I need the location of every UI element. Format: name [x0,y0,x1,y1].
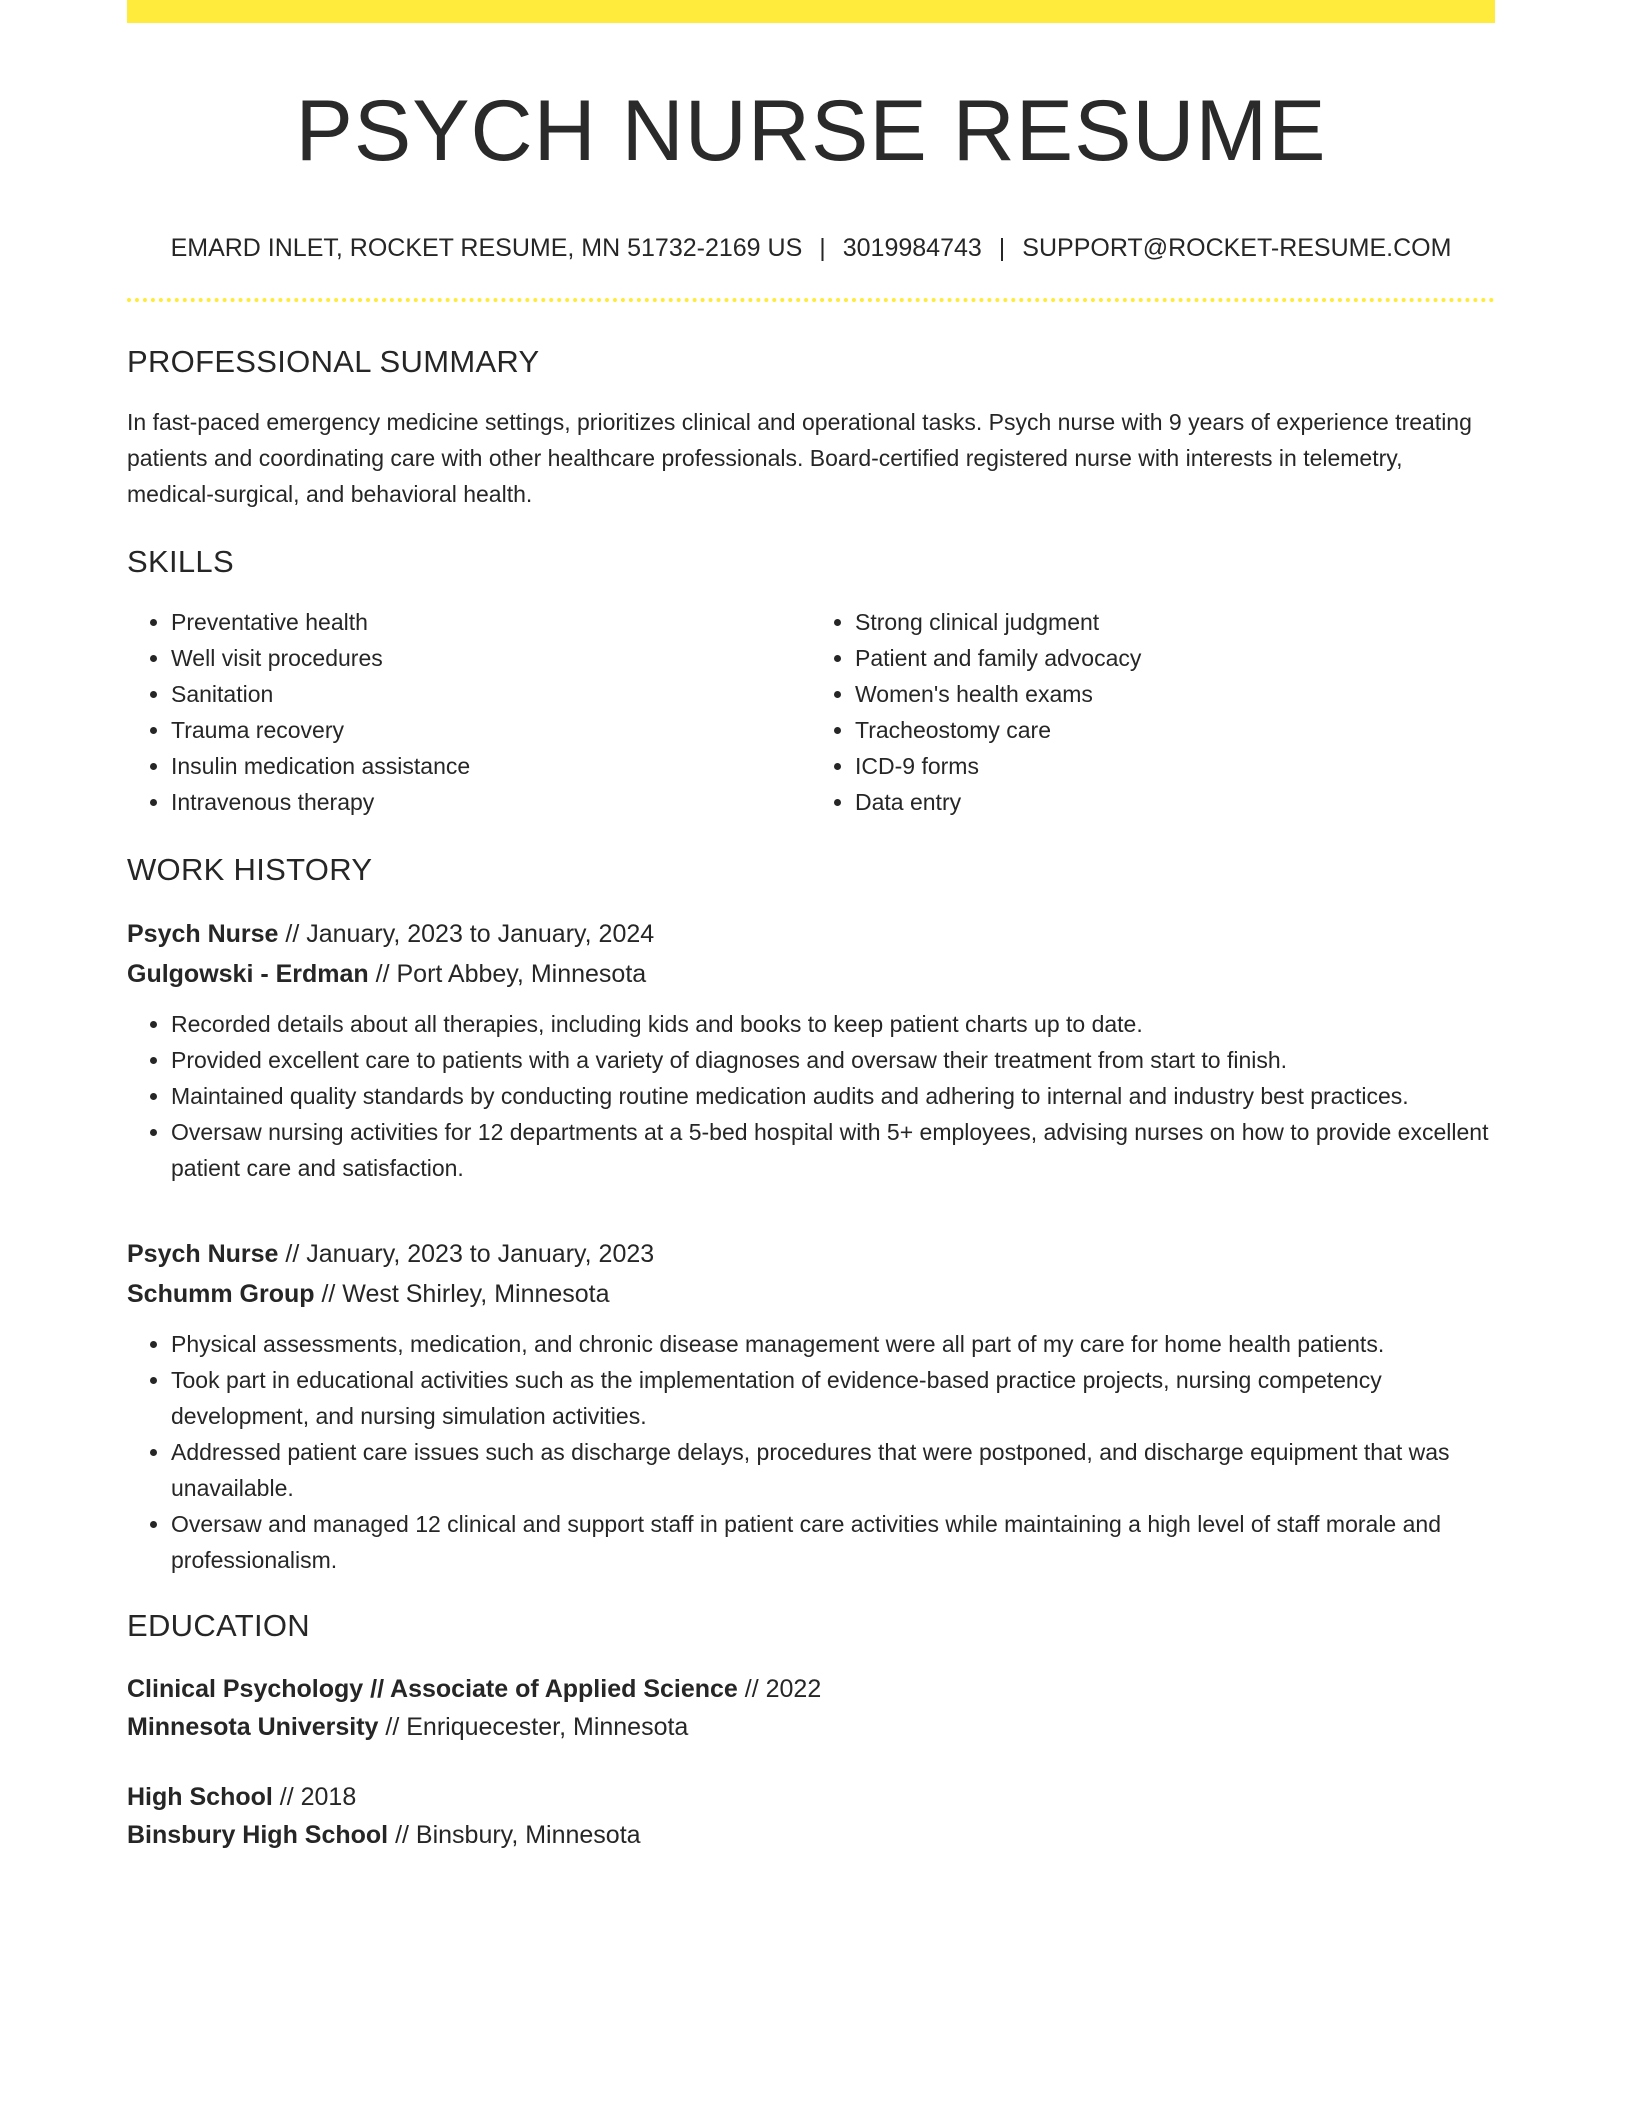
job-bullet: • Physical assessments, medication, and chronic disease management were all part of my care for home health patients. [171,1326,1495,1362]
job-bullet: • Maintained quality standards by conducting routine medication audits and adhering to internal and industry best practices. [171,1078,1495,1114]
section-title-skills: SKILLS [127,544,234,579]
job-employer-line [127,954,1495,994]
education-degree: High School [127,1783,273,1811]
job-bullet: • Recorded details about all therapies, including kids and books to keep patient charts up to date. [171,1006,1495,1042]
skill-item: • Preventative health [171,604,811,640]
section-title-work-history: WORK HISTORY [127,852,373,887]
skill-item: • Women's health exams [855,676,1495,712]
resume-page [127,0,1495,1854]
job-dates: // January, 2023 to January, 2023 [278,1240,655,1268]
job-bullets [127,1006,1495,1186]
education-entry [127,1670,1495,1746]
contact-phone: 3019984743 [842,234,982,262]
education-degree: Clinical Psychology // Associate of Applied Science [127,1675,738,1703]
resume-title: PSYCH NURSE RESUME [295,83,1327,179]
job-bullet: • Oversaw nursing activities for 12 departments at a 5-bed hospital with 5+ employees, advising nurses on how to provide excellent patient care and satisfaction. [171,1114,1495,1186]
job-bullet: • Took part in educational activities such as the implementation of evidence-based practice projects, nursing competency development, and nursing simulation activities. [171,1362,1495,1434]
skill-item: • Strong clinical judgment [855,604,1495,640]
dotted-divider [127,298,1495,302]
education-year: // 2018 [272,1783,357,1811]
job-role: Psych Nurse [127,920,279,948]
skill-item: • ICD-9 forms [855,748,1495,784]
job-employer-line [127,1274,1495,1314]
skill-item: • Tracheostomy care [855,712,1495,748]
skills-column-left [127,604,811,820]
skill-item: • Well visit procedures [171,640,811,676]
education-school-line [127,1708,1495,1746]
contact-separator: | [819,234,826,262]
education-school: Binsbury High School [127,1821,389,1849]
education-year: // 2022 [737,1675,822,1703]
job-bullet: • Provided excellent care to patients with a variety of diagnoses and oversaw their treatment from start to finish. [171,1042,1495,1078]
job-dates: // January, 2023 to January, 2024 [278,920,655,948]
summary-text: In fast-paced emergency medicine settings, prioritizes clinical and operational tasks. Psych nurse with 9 years of experience treating patients and coordinating care with other healthcare professionals. Board-certified registered nurse with interests in telemetry, medical-surgical, and behavioral health. [127,409,1472,507]
contact-email: SUPPORT@ROCKET-RESUME.COM [1022,234,1452,262]
job-title-line [127,1234,1495,1274]
education-degree-line [127,1778,1495,1816]
section-title-summary: PROFESSIONAL SUMMARY [127,344,540,379]
education-location: // Binsbury, Minnesota [388,1821,641,1849]
job-bullets [127,1326,1495,1578]
skill-item: • Data entry [855,784,1495,820]
job-role: Psych Nurse [127,1240,279,1268]
job-title-line [127,914,1495,954]
skill-item: • Insulin medication assistance [171,748,811,784]
job-employer: Schumm Group [127,1280,315,1308]
education-school-line [127,1816,1495,1854]
skill-item: • Trauma recovery [171,712,811,748]
job-entry [127,914,1495,1186]
education-degree-line [127,1670,1495,1708]
skills-column-right [811,604,1495,820]
contact-separator: | [998,234,1006,262]
skill-item: • Intravenous therapy [171,784,811,820]
job-location: // West Shirley, Minnesota [314,1280,610,1308]
education-location: // Enriquecester, Minnesota [378,1713,689,1741]
skills-list [127,604,1495,820]
job-location: // Port Abbey, Minnesota [368,960,647,988]
contact-address: EMARD INLET, ROCKET RESUME, MN 51732-2169 US [170,234,803,262]
contact-line [127,233,1495,263]
job-entry [127,1234,1495,1578]
skill-item: • Patient and family advocacy [855,640,1495,676]
accent-top-bar [127,0,1495,23]
skill-item: • Sanitation [171,676,811,712]
section-title-education: EDUCATION [127,1608,310,1643]
job-bullet: • Addressed patient care issues such as discharge delays, procedures that were postponed, and discharge equipment that was unavailable. [171,1434,1495,1506]
job-bullet: • Oversaw and managed 12 clinical and support staff in patient care activities while maintaining a high level of staff morale and professionalism. [171,1506,1495,1578]
job-employer: Gulgowski - Erdman [127,960,369,988]
education-school: Minnesota University [127,1713,379,1741]
education-entry [127,1778,1495,1854]
